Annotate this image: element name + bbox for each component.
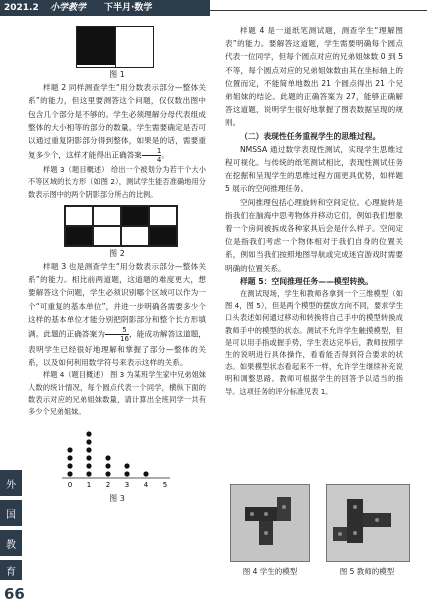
figure-3-dot xyxy=(67,472,72,477)
figure-2-grid xyxy=(64,205,178,247)
fraction-one-quarter: $\frac{1}{4}$ xyxy=(142,147,161,164)
figure-1-caption: 图 1 xyxy=(109,70,125,79)
header-rule xyxy=(210,10,427,11)
page-number: 66 xyxy=(4,585,25,603)
task-sample3: 样题 3（题目概述） 给出一个被划分为若干个大小不等区域的长方形（如图 2），测试学生能否准确地用分数表示图中的两个阴影部分所占的比例。 xyxy=(28,165,206,199)
paragraph-sample3: 样题 3 也是测查学生“用分数表示部分—整体关系”的能力。相比前两道题，这道题的难度更大，想要解答这个问题，学生必须识别哪个区域可以作为一个“可重复的基本单位”，并进一步明确各需要多少个这样的基本单位才能分别把阴影部分和整个长方形填满。此题的正确答案为 $\frac{5}{16}$ ，能成功解答这道题，表明学生已经很好地理解和掌握了部分—整体的关系，以及如何利用数学符号来表示这样的关系。 xyxy=(28,262,207,368)
figure-3-axis-label: 0 xyxy=(67,481,73,490)
figure-3-axis-label: 1 xyxy=(86,481,92,490)
figure-3-dot xyxy=(86,464,91,469)
figure-4-photo xyxy=(230,484,310,562)
paragraph-sample4-explain: 样题 4 是一道纸笔测试题，测查学生“理解图表”的能力。要解答这道题，学生需要明确每个圆点代表一位同学，但每个圆点对应的兄弟姐妹数 0 到 5 不等，每个圆点对应的兄弟姐妹数由其在坐标轴上的位置而定，不能简单地数出 21 个圆点得出 21 个兄弟姐妹的结论。此题的正确答案为 27，能够正确解答这道题，说明学生很好地掌握了图表数据呈现的规则。 xyxy=(225,26,403,128)
figure-3-dot xyxy=(86,432,91,437)
figure-3-dot xyxy=(86,456,91,461)
section-heading: （二）表现性任务重视学生的思维过程。 xyxy=(240,131,381,141)
task-sample4: 样题 4（题目概述） 图 3 为某班学生家中兄弟姐妹人数的统计情况，每个圆点代表一个同学，横纵下面的数表示对应的兄弟姐妹数量，请计算出全班同学一共有多少个兄弟姐妹。 xyxy=(28,370,206,417)
figure-3-dot xyxy=(67,456,72,461)
figure-1-divider xyxy=(115,27,116,67)
figure-3-dot-plot xyxy=(58,422,178,492)
header-bar xyxy=(0,0,210,16)
issue-label: 2021.2 xyxy=(4,3,39,13)
figure-4-caption: 图 4 学生的模型 xyxy=(242,567,298,576)
figure-1-shape xyxy=(76,26,154,68)
figure-3-dot xyxy=(105,456,110,461)
figure-3-dot xyxy=(86,440,91,445)
side-tab-2: 国 xyxy=(0,500,22,526)
figure-3-caption: 图 3 xyxy=(109,494,125,504)
paragraph-spatial: 空间推理包括心理旋转和空间定位。心理旋转是指我们在脑海中思考物体并移动它们，例如我们想象着一个房间被拆成各种家具后会是什么样子。空间定位是指我们考虑一个物体相对于我们自身的位置关系，例如当我们按照地图导航或完成迷宫游戏时需要明确的位置关系。 xyxy=(225,197,403,273)
right-column xyxy=(225,24,403,398)
figure-3-dot xyxy=(105,464,110,469)
figure-5-photo xyxy=(326,484,410,562)
page-header xyxy=(0,0,427,16)
teacher-model-image xyxy=(327,485,409,561)
figure-3-dot xyxy=(67,464,72,469)
paragraph-nmssa: NMSSA 通过数学表现性测试，实现学生思维过程可视化。与传统的纸笔测试相比，表现性测试任务在挖掘和呈现学生的思维过程方面更具优势，如样题 5 展示的空间推理任务。 xyxy=(225,144,403,194)
journal-title: 小学教学 xyxy=(50,3,87,13)
figure-3-dot xyxy=(124,464,129,469)
side-tab-3: 教 xyxy=(0,530,22,556)
figure-5-caption: 图 5 教师的模型 xyxy=(339,567,395,576)
figure-3-dot xyxy=(86,448,91,453)
paragraph-sample2: 样题 2 同样测查学生“用分数表示部分—整体关系”的能力，但这里要测答这个问题，仅仅数出图中包含几个部分是不够的。学生必须理解分母代表组成整体的大小相等的部分的数量。学生需要确定是否可以通过重复阴影部分得到整体，如果是的话，需要重复多少个，这样才能得出正确答案 $\frac{1}{4}$ 。 xyxy=(28,83,206,165)
task5-heading: 样题 5：空间推理任务——模型转换。 xyxy=(240,276,373,286)
edition-label: 下半月·数学 xyxy=(104,3,153,13)
left-column xyxy=(28,24,206,505)
task-sample5: 在测试现场，学生和教师各拿到一个三维模型（如图 4，图 5），但是两个模型的摆放方向不同，要求学生口头表述如何通过移动和转换将自己手中的模型转换成教师手中的模型的状态。测试不允许学生触摸模型，但是可以用手指或握手势，学生表达完毕后，教师按照学生的说明进行具体操作，看看能否得到符合要求的状态。如果模型状态看起来不一样，允许学生继续补充说明和调整思路。教师可根据学生的回答予以适当的指导。这项任务的评分标准见表 1。 xyxy=(225,289,403,396)
figure-3-axis-label: 2 xyxy=(105,481,111,490)
figure-3-dot xyxy=(67,448,72,453)
figure-1-shaded-square xyxy=(77,27,115,65)
figure-3-dot xyxy=(143,472,148,477)
figure-3-dot xyxy=(124,472,129,477)
figure-3-axis-label: 5 xyxy=(162,481,168,490)
student-model-image xyxy=(231,485,309,561)
side-tab-1: 外 xyxy=(0,470,22,496)
figure-3-dot xyxy=(105,472,110,477)
figure-3-axis-label: 4 xyxy=(143,481,149,490)
figure-3-axis-label: 3 xyxy=(124,481,130,490)
figure-2-caption: 图 2 xyxy=(109,248,125,258)
fraction-five-sixteenths: $\frac{5}{16}$ xyxy=(105,326,129,343)
figure-3-dot xyxy=(86,472,91,477)
side-tab-4: 育 xyxy=(0,560,22,580)
